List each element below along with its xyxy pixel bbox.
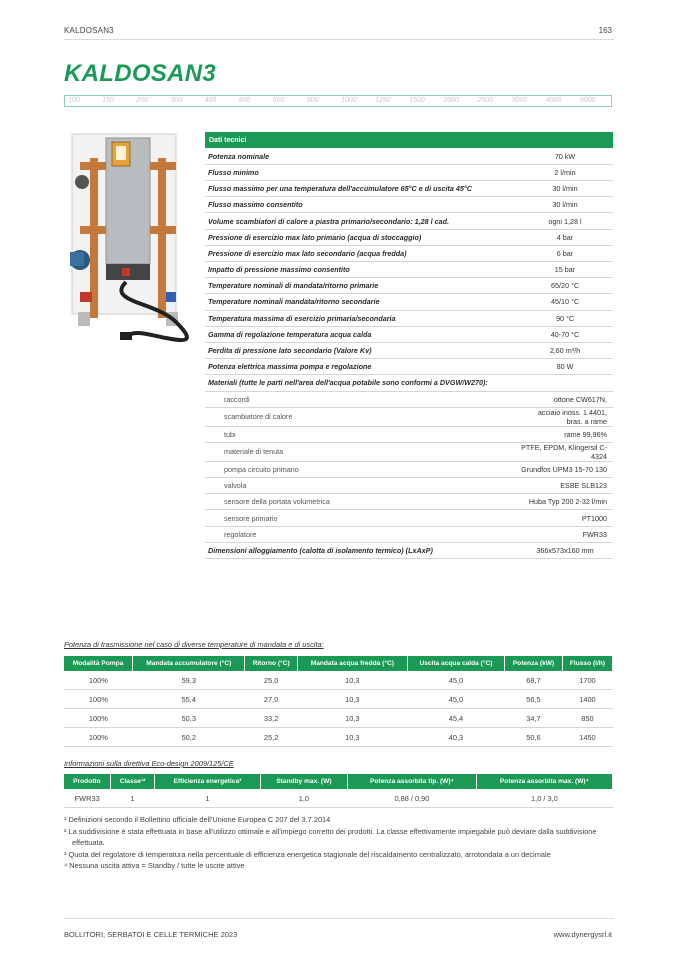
scale-tick: 5000 [579,97,596,104]
spec-label: Potenza elettrica massima pompa e regolazione [205,359,517,375]
technical-data-header: Dati tecnici [205,132,613,148]
dimensions-row [205,542,613,558]
table-cell: 50,2 [133,728,245,747]
table-cell: 10,3 [297,728,407,747]
spec-label: Pressione di esercizio max lato primario (acqua di stoccaggio) [205,229,517,245]
material-row [205,526,613,542]
spec-label: Flusso massimo per una temperatura dell'accumulatore 65°C e di uscita 45°C [205,181,517,197]
material-label: materiale di tenuta [205,442,517,461]
eco-column-header: Potenza assorbita max. (W)⁴ [476,774,612,789]
table-cell: 10,3 [297,671,407,690]
table-cell: 1700 [562,671,612,690]
spec-row [205,197,613,213]
performance-column-header: Flusso (l/h) [562,656,612,671]
material-value: acciaio inoss. 1.4401, bras. a rame [517,407,613,426]
material-row [205,391,613,407]
scale-tick: 4000 [545,97,562,104]
table-cell: 45,0 [407,671,504,690]
spec-row [205,294,613,310]
spec-row [205,278,613,294]
scale-tick: 800 [306,97,319,104]
scale-tick: 3000 [511,97,528,104]
footnote: ⁴ Nessuna uscita attiva = Standby / tutte le uscite attive [64,861,245,870]
table-cell: 50,6 [505,728,563,747]
scale-tick: 1250 [375,97,391,104]
technical-data-table [205,132,613,559]
spec-value: 30 l/min [517,181,613,197]
spec-row [205,262,613,278]
dimensions-value: 366x573x160 mm [517,542,613,558]
table-cell: 45,4 [407,709,504,728]
performance-column-header: Mandata accumulatore (°C) [133,656,245,671]
spec-label: Gamma di regolazione temperatura acqua calda [205,326,517,342]
table-cell: 1400 [562,690,612,709]
spec-label: Impatto di pressione massimo consentito [205,262,517,278]
table-row [64,728,613,747]
spec-row [205,181,613,197]
performance-column-header: Potenza (kW) [505,656,563,671]
material-value: PTFE, EPDM, Klingersil C-4324 [517,442,613,461]
table-cell: 1,0 [260,789,347,808]
scale-tick: 200 [136,97,148,104]
spec-value: 30 l/min [517,197,613,213]
eco-column-header: Potenza assorbita tip. (W)⁴ [348,774,477,789]
spec-value: 45/10 °C [517,294,613,310]
material-row [205,478,613,494]
spec-label: Volume scambiatori di calore a piastra primario/secondario: 1,28 l cad. [205,213,517,229]
scale-tick: 150 [102,97,114,104]
table-cell: 1450 [562,728,612,747]
material-row [205,407,613,426]
material-row [205,442,613,461]
material-value: ottone CW617N, [517,391,613,407]
material-row [205,510,613,526]
spec-value: ogni 1,28 l [517,213,613,229]
spec-row [205,342,613,358]
spec-label: Potenza nominale [205,148,517,164]
spec-label: Temperature nominali di mandata/ritorno primarie [205,278,517,294]
material-label: sensore primario [205,510,517,526]
page-title: KALDOSAN3 [64,60,217,87]
spec-row [205,326,613,342]
spec-row [205,213,613,229]
table-row [64,690,613,709]
scale-tick: 100 [68,97,80,104]
material-row [205,426,613,442]
eco-design-title: Informazioni sulla direttiva Eco-design 2009/125/CE [64,759,234,768]
spec-row [205,148,613,164]
spec-label: Temperatura massima di esercizio primaria/secondaria [205,310,517,326]
page-number: 163 [598,26,612,35]
eco-design-table [64,774,613,808]
footer-website[interactable]: www.dynergysrl.it [553,930,612,939]
spec-value: 4 bar [517,229,613,245]
capacity-scale [64,95,612,107]
spec-label: Pressione di esercizio max lato secondario (acqua fredda) [205,245,517,261]
scale-tick: 400 [204,97,217,104]
spec-row [205,359,613,375]
scale-tick: 600 [272,97,285,104]
spec-value: 15 bar [517,262,613,278]
material-row [205,494,613,510]
scale-tick: 2000 [443,97,459,104]
table-cell: FWR33 [64,789,110,808]
spec-row [205,164,613,180]
spec-value: 6 bar [517,245,613,261]
table-cell: 0,88 / 0,90 [348,789,477,808]
material-value: ESBE SLB123 [517,478,613,494]
table-row [64,709,613,728]
eco-column-header: Prodotto [64,774,110,789]
footnote: ¹ Definizioni secondo il Bollettino ufficiale dell'Unione Europea C 207 del 3.7.2014 [64,815,331,824]
table-cell: 50,3 [133,709,245,728]
header-divider [64,39,614,40]
table-cell: 1 [110,789,154,808]
footer-divider [64,918,614,919]
table-cell: 100% [64,728,133,747]
material-value: rame 99,96% [517,426,613,442]
table-row [64,671,613,690]
performance-column-header: Ritorno (°C) [245,656,297,671]
material-label: raccordi [205,391,517,407]
header-brand: KALDOSAN3 [64,26,114,35]
table-cell: 55,4 [133,690,245,709]
table-cell: 25,0 [245,671,297,690]
spec-row [205,245,613,261]
scale-tick: 2500 [477,97,494,104]
table-cell: 56,5 [505,690,563,709]
table-row [64,789,613,808]
performance-column-header: Mandata acqua fredda (°C) [297,656,407,671]
materials-title: Materiali (tutte le parti nell'area dell'acqua potabile sono conformi a DVGW/W270): [205,375,613,391]
table-cell: 1,0 / 3,0 [476,789,612,808]
footnote: ³ Quota del regolatore di temperatura nella percentuale di efficienza energetica stagionale del riscaldamento centralizzato, arrotondata a un decimale [64,849,551,859]
dimensions-label: Dimensioni alloggiamento (calotta di isolamento termico) (LxAxP) [205,542,517,558]
table-cell: 100% [64,709,133,728]
spec-value: 90 °C [517,310,613,326]
spec-row [205,229,613,245]
spec-label: Flusso minimo [205,164,517,180]
table-cell: 45,0 [407,690,504,709]
performance-title: Potenza di trasmissione nel caso di diverse temperature di mandata e di uscita: [64,640,324,649]
spec-value: 65/20 °C [517,278,613,294]
table-cell: 34,7 [505,709,563,728]
material-value: Huba Typ 200 2-32 l/min [517,494,613,510]
table-cell: 100% [64,690,133,709]
material-value: Grundfos UPM3 15-70 130 [517,461,613,477]
scale-tick: 300 [170,97,183,104]
performance-column-header: Uscita acqua calda (°C) [407,656,504,671]
spec-label: Temperature nominali mandata/ritorno secondarie [205,294,517,310]
eco-column-header: Efficienza energetica³ [155,774,260,789]
table-cell: 68,7 [505,671,563,690]
material-label: scambiatore di calore [205,407,517,426]
eco-column-header: Standby max. (W) [260,774,347,789]
product-image [66,132,194,348]
material-label: regolatore [205,526,517,542]
scale-tick: 500 [238,97,251,104]
table-cell: 33,2 [245,709,297,728]
material-label: valvola [205,478,517,494]
footer-catalog: BOLLITORI, SERBATOI E CELLE TERMICHE 2023 [64,930,238,939]
scale-tick: 1000 [341,97,357,104]
table-cell: 10,3 [297,709,407,728]
scale-tick: 1500 [409,97,425,104]
performance-table [64,656,613,747]
spec-label: Flusso massimo consentito [205,197,517,213]
footnotes [64,814,614,872]
spec-value: 2,60 m³/h [517,342,613,358]
spec-value: 40-70 °C [517,326,613,342]
spec-row [205,310,613,326]
table-cell: 100% [64,671,133,690]
material-row [205,461,613,477]
spec-label: Perdita di pressione lato secondario (Valore Kv) [205,342,517,358]
eco-column-header: Classe¹² [110,774,154,789]
material-value: FWR33 [517,526,613,542]
materials-row [205,375,613,391]
table-cell: 1 [155,789,260,808]
material-label: tubi [205,426,517,442]
performance-column-header: Modalità Pompa [64,656,133,671]
spec-value: 70 kW [517,148,613,164]
spec-value: 2 l/min [517,164,613,180]
table-cell: 59,3 [133,671,245,690]
table-cell: 25,2 [245,728,297,747]
spec-value: 80 W [517,359,613,375]
table-cell: 40,3 [407,728,504,747]
table-cell: 10,3 [297,690,407,709]
material-value: PT1000 [517,510,613,526]
table-cell: 850 [562,709,612,728]
material-label: pompa circuito primario [205,461,517,477]
footnote: ² La suddivisione è stata effettuata in base all'utilizzo ottimale e all'impiego corretto dei prodotti. La classe effettivamente impiegabile può deviare dalla suddivisione effettuata. [64,826,597,847]
material-label: sensore della portata volumetrica [205,494,517,510]
table-cell: 27,0 [245,690,297,709]
